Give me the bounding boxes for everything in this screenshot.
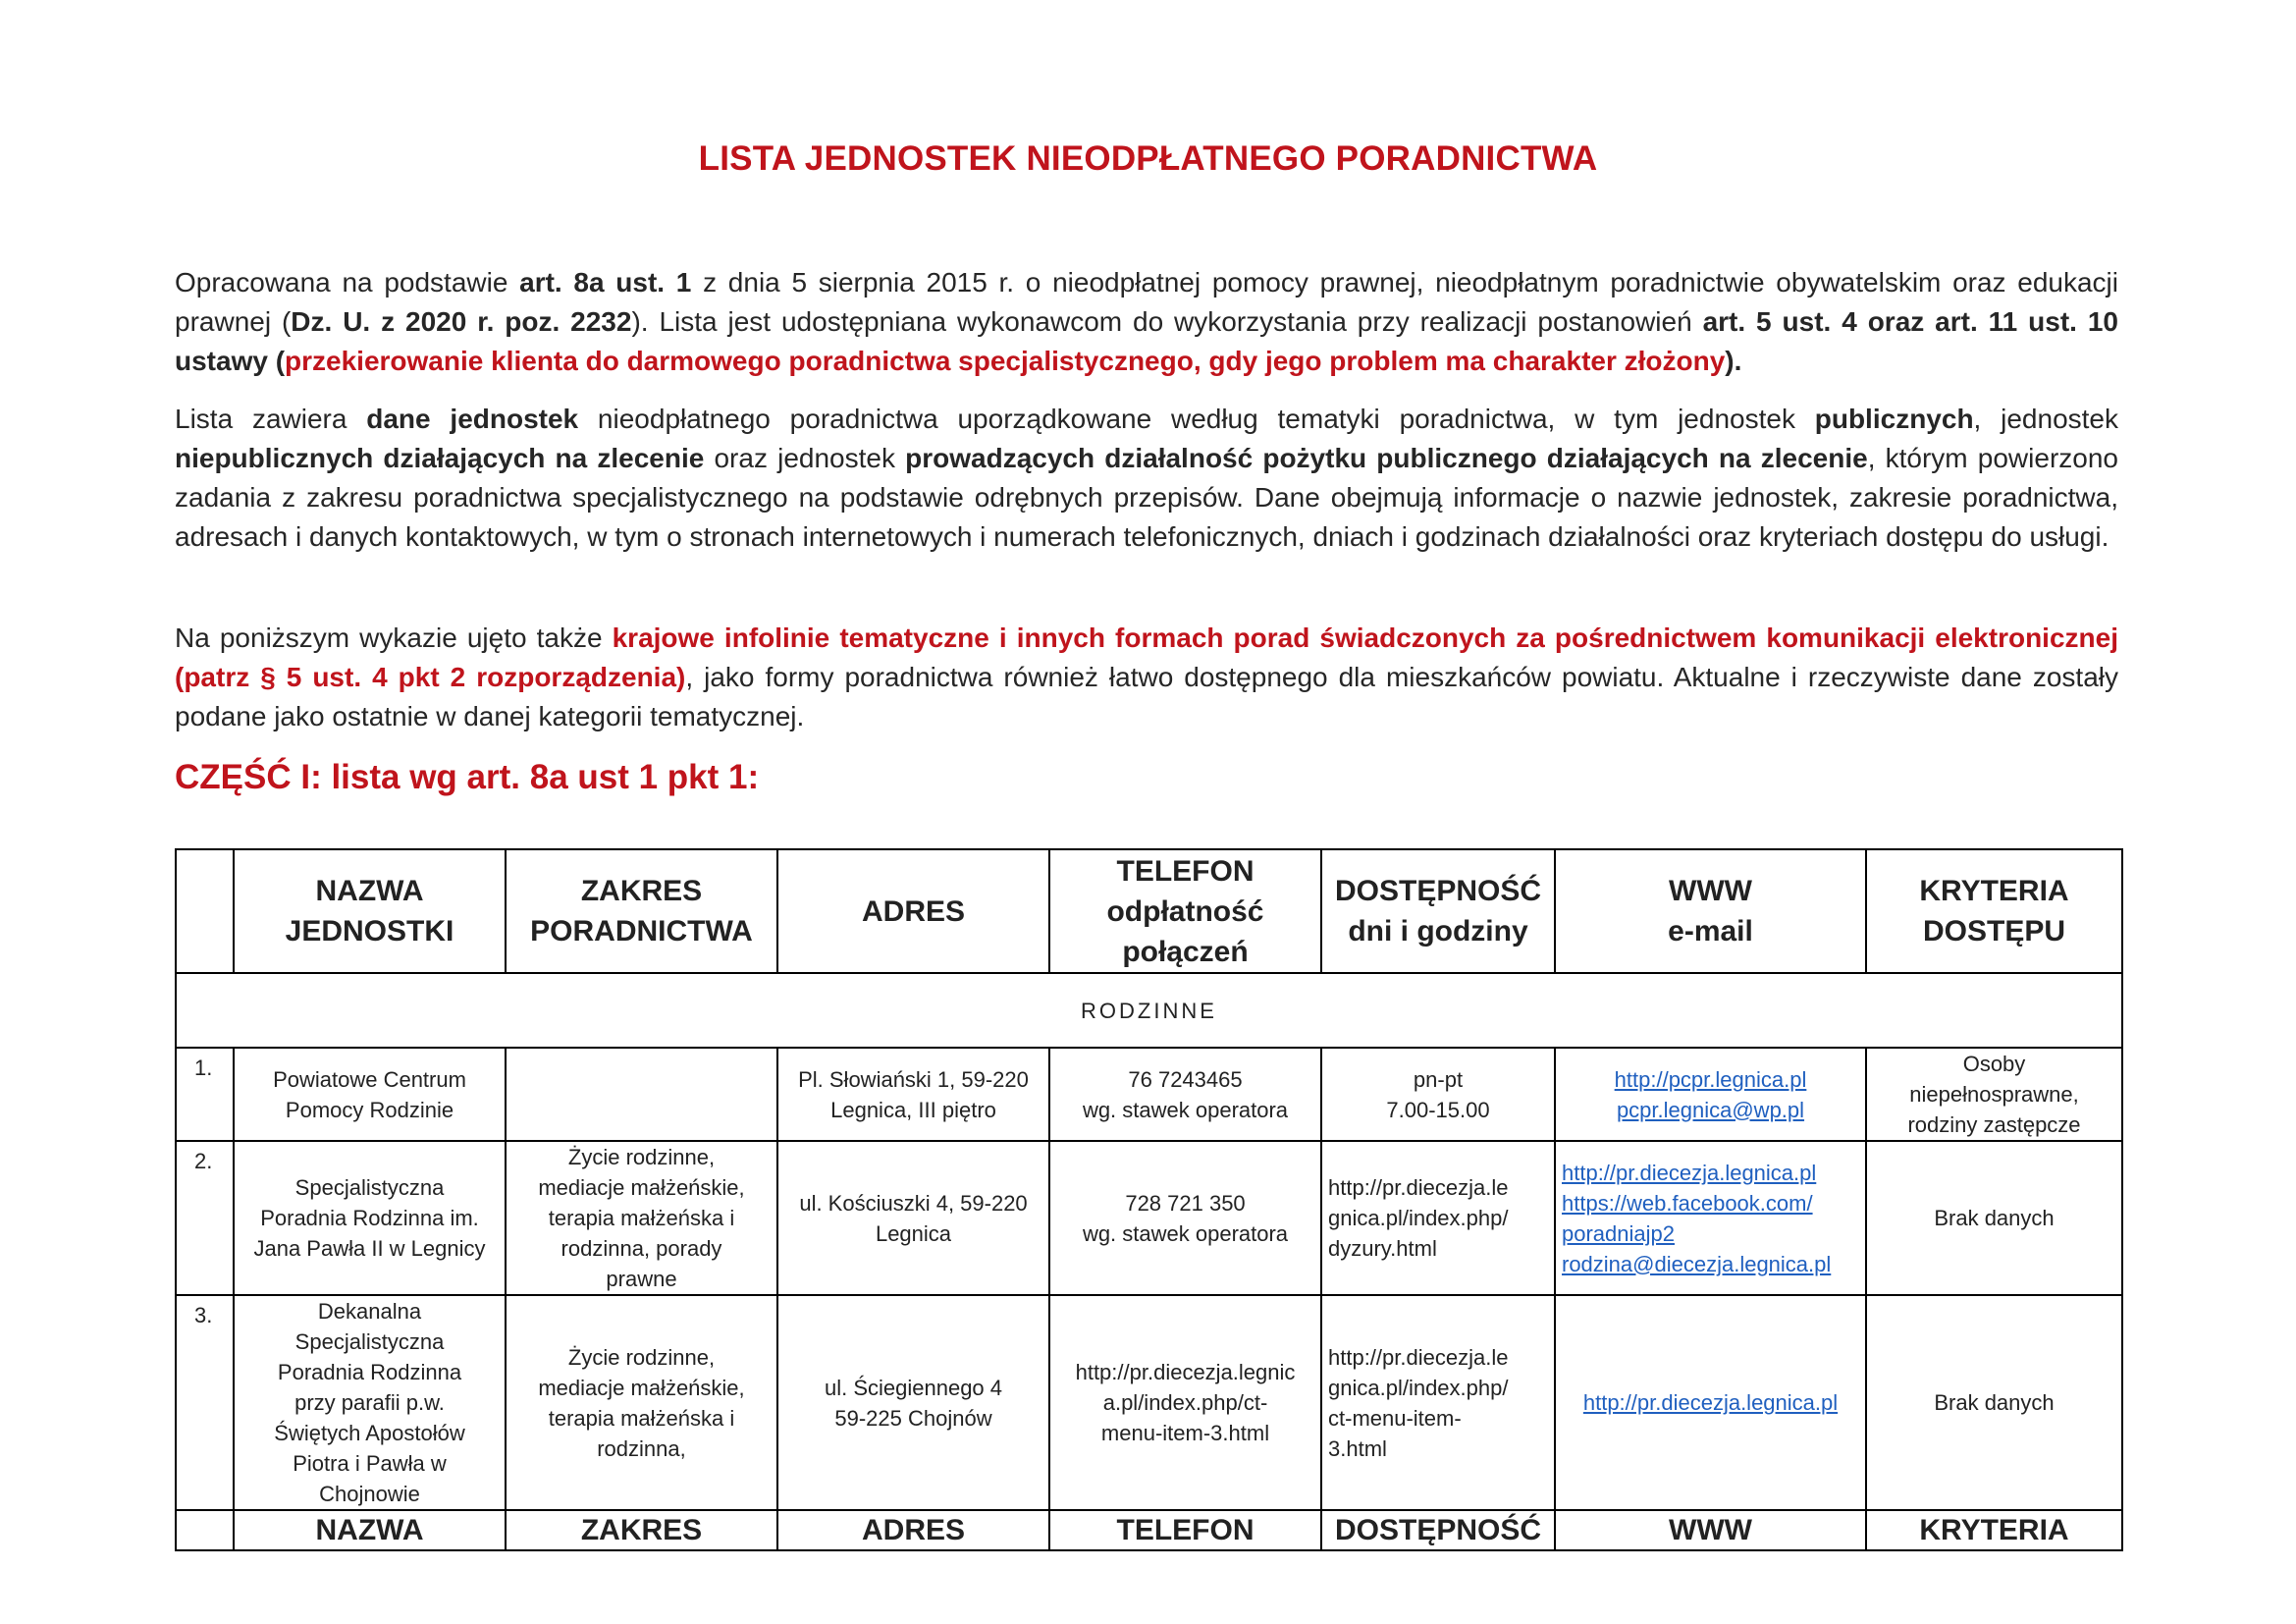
link[interactable]: http://pcpr.legnica.pl (1614, 1066, 1807, 1092)
cell-line: http://pr.diecezja.le (1328, 1344, 1509, 1370)
link[interactable]: poradniajp2 (1562, 1220, 1675, 1246)
cell-line: gnica.pl/index.php/ (1328, 1375, 1509, 1400)
link[interactable]: https://web.facebook.com/ (1562, 1190, 1813, 1216)
www-email (1555, 1141, 1866, 1295)
header-label-line: dni i godziny (1348, 915, 1528, 947)
section-heading: CZĘŚĆ I: lista wg art. 8a ust 1 pkt 1: (175, 758, 760, 796)
cell-line: przy parafii p.w. (294, 1390, 445, 1415)
text-segment: , jednostek (1973, 404, 2118, 434)
www-email (1555, 1295, 1866, 1510)
cell-line: Poradnia Rodzinna im. (260, 1206, 479, 1230)
cell-line: Chojnowie (319, 1482, 420, 1506)
cell-line: http://pr.diecezja.legnic (1075, 1360, 1296, 1384)
header-row (176, 849, 2122, 973)
header-criteria (1866, 849, 2122, 973)
text-segment: przekierowanie klienta do darmowego poradnictwa specjalistycznego, gdy jego problem ma charakter złożony (285, 346, 1726, 376)
cell-line: Powiatowe Centrum (273, 1066, 466, 1092)
availability (1321, 1141, 1555, 1295)
header-availability (1321, 849, 1555, 973)
page-title: LISTA JEDNOSTEK NIEODPŁATNEGO PORADNICTWA (698, 139, 1598, 178)
cell-line: mediacje małżeńskie, (538, 1375, 745, 1400)
cell-line: niepełnosprawne, (1909, 1082, 2079, 1107)
cell-line: mediacje małżeńskie, (538, 1175, 745, 1200)
text-segment: publicznych (1814, 404, 1974, 434)
table-row (176, 1295, 2122, 1510)
text-segment: , którym powierzono zadania z zakresu poradnictwa specjalistycznego na podstawie odrębnych przepisów. Dane obejmują informacje o nazwie jednostek, zakresie poradnictwa, adresach i danych kontaktowych, w tym o stronach internetowych i numerach telefonicznych, dniach i godzinach działalności oraz kryteriach dostępu do usługi. (175, 443, 2118, 552)
intro-paragraph-3 (175, 619, 2118, 736)
footer-www: WWW (1555, 1510, 1866, 1550)
www-email (1555, 1048, 1866, 1141)
address (777, 1295, 1049, 1510)
header-label-line: TELEFON (1116, 854, 1255, 888)
footer-address: ADRES (777, 1510, 1049, 1550)
intro-paragraph-1 (175, 263, 2118, 381)
advice-scope (506, 1295, 777, 1510)
text-segment: prowadzących działalność pożytku publicznego działających na zlecenie (905, 443, 1868, 473)
access-criteria (1866, 1295, 2122, 1510)
cell-line: dyzury.html (1328, 1236, 1437, 1261)
header-label-line: ADRES (861, 894, 965, 928)
cell-line: Poradnia Rodzinna (277, 1360, 462, 1384)
cell-line: rodzinna, porady (561, 1236, 722, 1261)
cell-line: wg. stawek operatora (1082, 1220, 1289, 1246)
cell-line: Legnica (875, 1220, 952, 1246)
cell-line: ul. Kościuszki 4, 59-220 (799, 1190, 1028, 1216)
row-number: 2. (176, 1141, 234, 1295)
phone (1049, 1295, 1321, 1510)
unit-name (234, 1048, 506, 1141)
units-table (175, 848, 2123, 1551)
phone (1049, 1048, 1321, 1141)
header-label-line: e-mail (1668, 915, 1753, 947)
footer-criteria: KRYTERIA (1866, 1510, 2122, 1550)
access-criteria (1866, 1048, 2122, 1141)
text-segment: , jako formy poradnictwa również łatwo dostępnego dla mieszkańców powiatu. Aktualne i rzeczywiste dane zostały podane jako ostatnie w danej kategorii tematycznej. (175, 662, 2118, 731)
table-row (176, 1141, 2122, 1295)
header-address (777, 849, 1049, 973)
intro-paragraph-2 (175, 400, 2118, 557)
header-label-line: DOSTĘPNOŚĆ (1334, 875, 1542, 907)
cell-line: 59-225 Chojnów (834, 1405, 992, 1431)
cell-line: Jana Pawła II w Legnicy (253, 1236, 486, 1261)
text-segment: Opracowana na podstawie (175, 267, 520, 298)
text-segment: nieodpłatnego poradnictwa uporządkowane według tematyki poradnictwa, w tym jednostek (578, 404, 1815, 434)
cell-line: Pl. Słowiański 1, 59-220 (798, 1066, 1029, 1092)
availability (1321, 1048, 1555, 1141)
footer-scope: ZAKRES (506, 1510, 777, 1550)
cell-line: 7.00-15.00 (1386, 1097, 1490, 1122)
cell-line: Brak danych (1934, 1390, 2055, 1415)
header-label-line: PORADNICTWA (530, 915, 753, 947)
header-label-line: odpłatność (1106, 894, 1264, 928)
header-label-line: WWW (1669, 875, 1752, 907)
text-segment: niepublicznych działających na zlecenie (175, 443, 705, 473)
footer-num (176, 1510, 234, 1550)
category-row (176, 973, 2122, 1048)
text-segment: art. 8a ust. 1 (519, 267, 692, 298)
cell-line: Świętych Apostołów (274, 1421, 465, 1445)
footer-name: NAZWA (234, 1510, 506, 1550)
cell-line: terapia małżeńska i (548, 1405, 735, 1431)
cell-line: Dekanalna (317, 1299, 422, 1324)
header-label-line: NAZWA (315, 875, 424, 907)
row-number: 3. (176, 1295, 234, 1510)
header-label-line: DOSTĘPU (1922, 915, 2066, 947)
cell-line: wg. stawek operatora (1082, 1097, 1289, 1122)
link[interactable]: rodzina@diecezja.legnica.pl (1562, 1251, 1832, 1276)
row-number: 1. (176, 1048, 234, 1141)
text-segment: krajowe infolinie tematyczne i innych formach porad świadczonych za pośrednictwem komunikacji elektronicznej (patrz § 5 ust. 4 pkt 2 rozporządzenia) (175, 623, 2118, 692)
header-label-line: ZAKRES (580, 875, 703, 907)
cell-line: Życie rodzinne, (567, 1344, 716, 1370)
cell-line: Specjalistyczna (294, 1329, 445, 1354)
link[interactable]: http://pr.diecezja.legnica.pl (1582, 1390, 1839, 1415)
cell-line: ul. Ściegiennego 4 (824, 1375, 1003, 1400)
text-segment: art. 5 ust. 4 oraz art. 11 ust. 10 ustawy ( (175, 306, 2118, 376)
cell-line: Pomocy Rodzinie (285, 1097, 454, 1122)
cell-line: 76 7243465 (1128, 1066, 1243, 1092)
cell-line: a.pl/index.php/ct- (1102, 1390, 1268, 1415)
unit-name (234, 1141, 506, 1295)
advice-scope (506, 1048, 777, 1141)
cell-line: 728 721 350 (1125, 1190, 1246, 1216)
phone (1049, 1141, 1321, 1295)
header-label-line: połączeń (1122, 935, 1249, 968)
cell-line: ct-menu-item- (1328, 1405, 1462, 1431)
link[interactable]: http://pr.diecezja.legnica.pl (1562, 1160, 1817, 1185)
table-row (176, 1048, 2122, 1141)
text-segment: dane jednostek (366, 404, 579, 434)
link[interactable]: pcpr.legnica@wp.pl (1616, 1097, 1805, 1122)
header-www (1555, 849, 1866, 973)
cell-line: Legnica, III piętro (830, 1097, 996, 1122)
footer-row (176, 1510, 2122, 1550)
header-name (234, 849, 506, 973)
footer-availability: DOSTĘPNOŚĆ (1321, 1510, 1555, 1550)
address (777, 1141, 1049, 1295)
cell-line: rodzinna, (597, 1435, 686, 1461)
text-segment: ). Lista jest udostępniana wykonawcom do wykorzystania przy realizacji postanowień (631, 306, 1703, 337)
footer-phone: TELEFON (1049, 1510, 1321, 1550)
text-segment: ). (1725, 346, 1742, 376)
access-criteria (1866, 1141, 2122, 1295)
cell-line: prawne (606, 1267, 677, 1291)
category-label: RODZINNE (176, 973, 2122, 1048)
cell-line: Piotra i Pawła w (293, 1451, 447, 1476)
text-segment: Dz. U. z 2020 r. poz. 2232 (291, 306, 632, 337)
text-segment: z dnia 5 sierpnia 2015 r. o nieodpłatnej pomocy prawnej, nieodpłatnym poradnictwie obywatelskim oraz edukacji prawnej ( (175, 267, 2118, 337)
cell-line: Specjalistyczna (294, 1175, 445, 1200)
address (777, 1048, 1049, 1141)
header-scope (506, 849, 777, 973)
cell-line: terapia małżeńska i (548, 1206, 735, 1230)
text-segment: Na poniższym wykazie ujęto także (175, 623, 613, 653)
text-segment: Lista zawiera (175, 404, 367, 434)
header-num (176, 849, 234, 973)
cell-line: 3.html (1328, 1435, 1387, 1461)
availability (1321, 1295, 1555, 1510)
cell-line: gnica.pl/index.php/ (1328, 1206, 1509, 1230)
cell-line: rodziny zastępcze (1907, 1112, 2081, 1137)
header-label-line: KRYTERIA (1919, 875, 2069, 907)
unit-name (234, 1295, 506, 1510)
cell-line: Brak danych (1934, 1206, 2055, 1230)
cell-line: http://pr.diecezja.le (1328, 1175, 1509, 1200)
header-label-line: JEDNOSTKI (285, 915, 454, 947)
cell-line: pn-pt (1413, 1066, 1464, 1092)
advice-scope (506, 1141, 777, 1295)
cell-line: Życie rodzinne, (567, 1145, 716, 1169)
cell-line: Osoby (1962, 1052, 2026, 1076)
header-phone (1049, 849, 1321, 973)
text-segment: oraz jednostek (704, 443, 906, 473)
cell-line: menu-item-3.html (1100, 1421, 1270, 1445)
